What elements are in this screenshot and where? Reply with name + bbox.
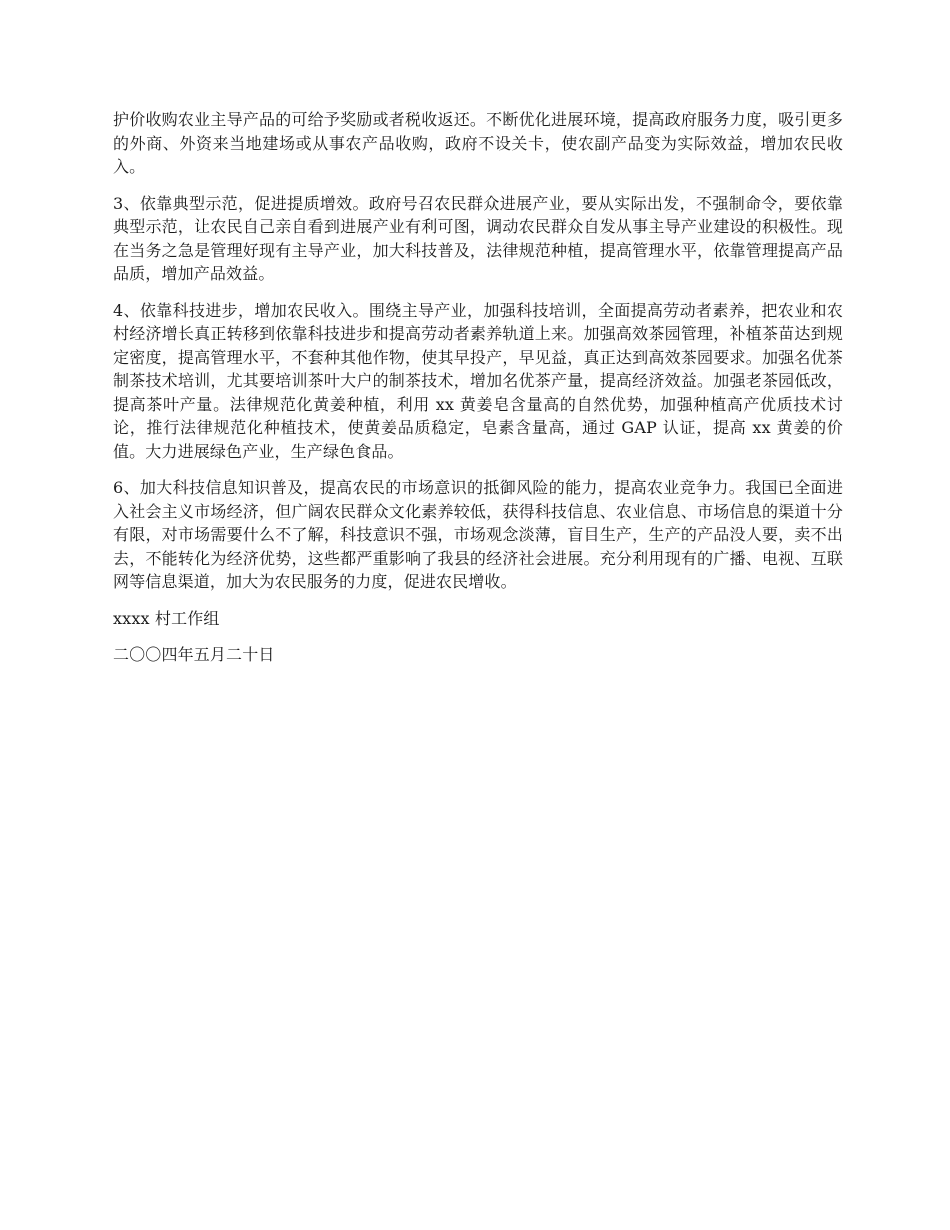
date-line: 二〇〇四年五月二十日 (113, 645, 275, 664)
body-paragraph-4: 6、加大科技信息知识普及，提高农民的市场意识的抵御风险的能力，提高农业竞争力。我国已全面进入社会主义市场经济，但广阔农民群众文化素养较低，获得科技信息、农业信息、市场信息的渠道十分有限，对市场需要什么不了解，科技意识不强，市场观念淡薄，盲目生产，生产的产品没人要，卖不出去，不能转化为经济优势，这些都严重影响了我县的经济社会进展。充分利用现有的广播、电视、互联网等信息渠道，加大为农民服务的力度，促进农民增收。 (113, 478, 843, 591)
body-paragraph-1: 护价收购农业主导产品的可给予奖励或者税收返还。不断优化进展环境，提高政府服务力度，吸引更多的外商、外资来当地建场或从事农产品收购，政府不设关卡，使农副产品变为实际效益，增加农民收入。 (113, 110, 843, 176)
body-paragraph-2: 3、依靠典型示范，促进提质增效。政府号召农民群众进展产业，要从实际出发，不强制命令，要依靠典型示范，让农民自己亲自看到进展产业有利可图，调动农民群众自发从事主导产业建设的积极性。现在当务之急是管理好现有主导产业，加大科技普及，法律规范种植，提高管理水平，依靠管理提高产品品质，增加产品效益。 (113, 193, 843, 283)
document-page (113, 108, 843, 667)
body-paragraph-3: 4、依靠科技进步，增加农民收入。围绕主导产业，加强科技培训，全面提高劳动者素养，把农业和农村经济增长真正转移到依靠科技进步和提高劳动者素养轨道上来。加强高效茶园管理，补植茶苗达到规定密度，提高管理水平，不套种其他作物，使其早投产，早见益，真正达到高效茶园要求。加强名优茶制茶技术培训，尤其要培训茶叶大户的制茶技术，增加名优茶产量，提高经济效益。加强老茶园低改，提高茶叶产量。法律规范化黄姜种植，利用 xx 黄姜皂含量高的自然优势，加强种植高产优质技术讨论，推行法律规范化种植技术，使黄姜品质稳定，皂素含量高，通过 GAP 认证，提高 xx 黄姜的价值。大力进展绿色产业，生产绿色食品。 (113, 300, 843, 461)
signature-line: xxxx 村工作组 (113, 608, 220, 628)
